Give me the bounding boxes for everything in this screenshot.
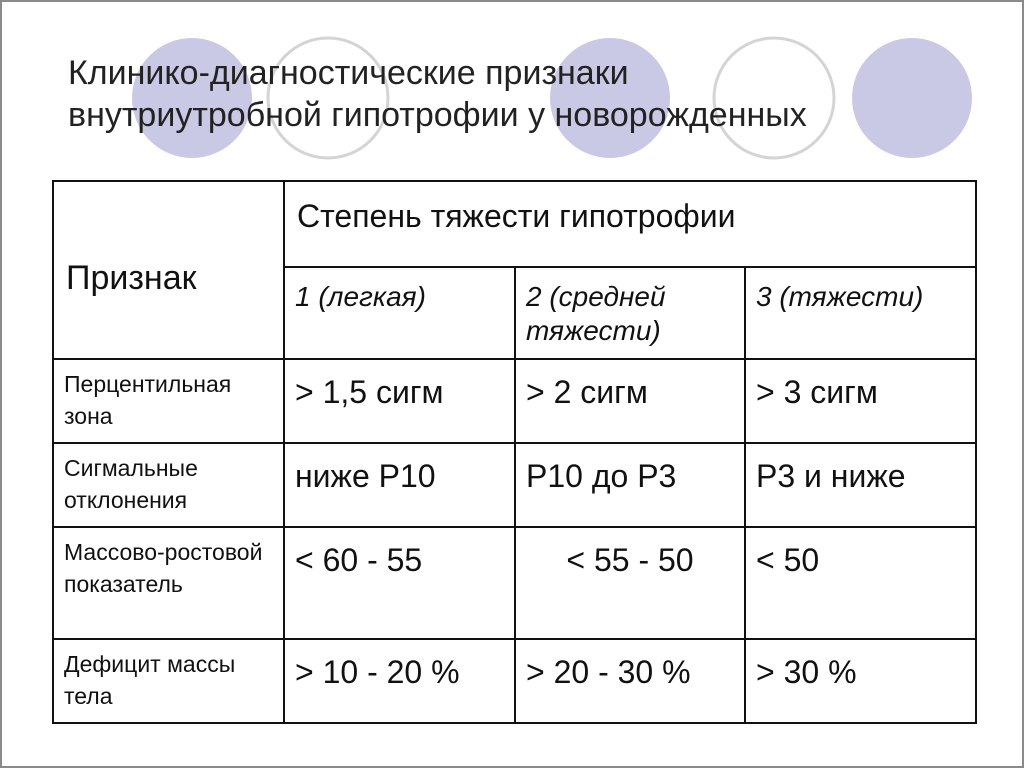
row-label: Перцентильная зона (53, 359, 284, 443)
table-cell: < 60 - 55 (284, 527, 515, 639)
row-label: Массово-ростовой показатель (53, 527, 284, 639)
table-cell: > 1,5 сигм (284, 359, 515, 443)
table-cell: > 20 - 30 % (515, 639, 745, 723)
title-line-1: Клинико-диагностические признаки (68, 54, 629, 92)
header-degree-1: 1 (легкая) (284, 267, 515, 359)
slide-title (68, 52, 988, 136)
table-row-mass-deficit (53, 639, 976, 723)
table-cell: < 50 (745, 527, 976, 639)
table-cell: > 2 сигм (515, 359, 745, 443)
header-degree-3: 3 (тяжести) (745, 267, 976, 359)
table-cell: Р3 и ниже (745, 443, 976, 527)
hypotrophy-criteria-table (52, 180, 977, 724)
table-row-sigma (53, 443, 976, 527)
table-cell: ниже Р10 (284, 443, 515, 527)
table-cell: > 30 % (745, 639, 976, 723)
table-cell: > 10 - 20 % (284, 639, 515, 723)
table-cell: < 55 - 50 (515, 527, 745, 639)
table-cell: > 3 сигм (745, 359, 976, 443)
header-degree-2: 2 (средней тяжести) (515, 267, 745, 359)
table-header-row (53, 181, 976, 267)
row-label: Сигмальные отклонения (53, 443, 284, 527)
table-cell: Р10 до Р3 (515, 443, 745, 527)
table-row-percentile (53, 359, 976, 443)
row-label: Дефицит массы тела (53, 639, 284, 723)
table-row-mass-height (53, 527, 976, 639)
header-feature: Признак (53, 181, 284, 359)
header-severity: Степень тяжести гипотрофии (284, 181, 976, 267)
title-line-2: внутриутробной гипотрофии у новорожденных (68, 96, 807, 134)
